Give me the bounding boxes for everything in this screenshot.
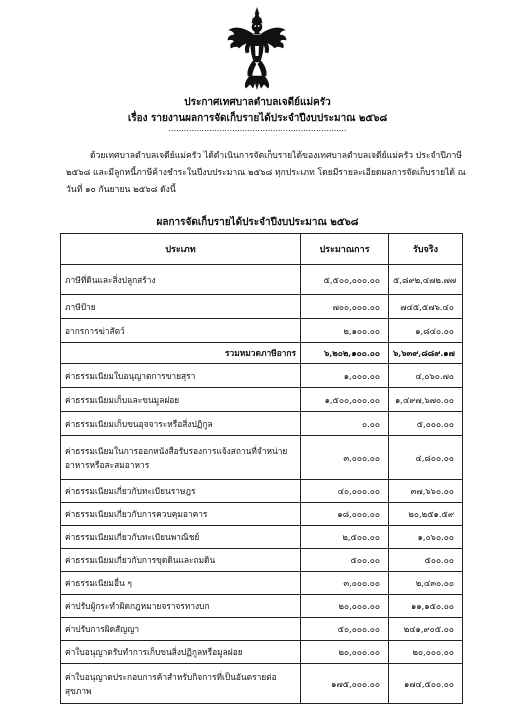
table-row [61,319,463,343]
table-row [61,618,463,641]
cell-category: ค่าธรรมเนียมเกี่ยวกับทะเบียนราษฎร [61,480,301,503]
cell-category: ค่าปรับผู้กระทำผิดกฎหมายจราจรทางบก [61,595,301,618]
cell-estimate: ๓,๐๐๐.๐๐ [301,572,389,595]
cell-actual: ๑,๔๙๗,๖๗๐.๐๐ [389,388,463,412]
cell-actual: ๒๐,๒๕๑.๕๙ [389,503,463,526]
table-caption: ผลการจัดเก็บรายได้ประจำปีงบประมาณ ๒๕๖๘ [156,217,359,228]
table-row [61,480,463,503]
table-row [61,388,463,412]
cell-actual: ๕,๐๐๐.๐๐ [389,412,463,436]
cell-actual: ๑๗๔,๕๐๐.๐๐ [389,664,463,704]
cell-estimate: ๓,๐๐๐.๐๐ [301,436,389,480]
cell-category: ค่าธรรมเนียมใบอนุญาตการขายสุรา [61,364,301,388]
cell-category: ค่าใบอนุญาตประกอบการค้าสำหรับกิจการที่เป็นอันตรายต่อสุขภาพ [61,664,301,704]
table-row [61,641,463,664]
cell-actual: ๔,๐๖๐.๗๐ [389,364,463,388]
table-row [61,436,463,480]
table-total-row [61,343,463,364]
cell-estimate: ๑,๐๐๐.๐๐ [301,364,389,388]
cell-estimate: ๕,๕๐๐,๐๐๐.๐๐ [301,265,389,295]
cell-actual: ๑,๐๖๐.๐๐ [389,526,463,549]
cell-category: ค่าธรรมเนียมเกี่ยวกับการควบคุมอาคาร [61,503,301,526]
cell-actual: ๕,๘๙๒,๔๗๒.๗๗ [389,265,463,295]
cell-category: ค่าธรรมเนียมเกี่ยวกับการขุดดินและถมดิน [61,549,301,572]
cell-actual: ๑๑,๑๕๐.๐๐ [389,595,463,618]
table-row [61,412,463,436]
cell-estimate: ๔๐,๐๐๐.๐๐ [301,480,389,503]
cell-category: ค่าธรรมเนียมในการออกหนังสือรับรองการแจ้งสถานที่จำหน่ายอาหารหรือสะสมอาหาร [61,436,301,480]
cell-category: ค่าธรรมเนียมเกี่ยวกับทะเบียนพาณิชย์ [61,526,301,549]
cell-actual: ๒๔๑,๙๐๕.๐๐ [389,618,463,641]
cell-category: ค่าธรรมเนียมเก็บและขนมูลฝอย [61,388,301,412]
cell-estimate: ๑,๕๐๐,๐๐๐.๐๐ [301,388,389,412]
cell-estimate: ๖,๒๐๒,๑๐๐.๐๐ [301,343,389,364]
cell-actual: ๒,๔๓๐.๐๐ [389,572,463,595]
table-row [61,572,463,595]
header-estimate: ประมาณการ [301,234,389,265]
cell-category: ค่าปรับการผิดสัญญา [61,618,301,641]
table-row [61,503,463,526]
cell-actual: ๔,๘๐๐.๐๐ [389,436,463,480]
table-row [61,549,463,572]
body-paragraph: ด้วยเทศบาลตำบลเจดีย์แม่ครัว ได้ดำเนินการจัดเก็บรายได้ของเทศบาลตำบลเจดีย์แม่ครัว ประจำปีภาษี ๒๕๖๘ และมีลูกหนี้ภาษีค้างชำระในปีงบประมาณ ๒๕๖๘ ทุกประเภท โดยมีรายละเอียดผลการจัดเก็บรายได้ ณ วันที่ ๑๐ กันยายน ๒๕๖๘ ดังนี้ [66,151,466,195]
cell-category: ภาษีที่ดินและสิ่งปลูกสร้าง [61,265,301,295]
cell-actual: ๒๐,๐๐๐.๐๐ [389,641,463,664]
table-header-row [61,234,463,265]
cell-estimate: ๒๐,๐๐๐.๐๐ [301,641,389,664]
table-row [61,595,463,618]
revenue-table [60,233,463,704]
cell-estimate: ๑๗๕,๐๐๐.๐๐ [301,664,389,704]
header-category: ประเภท [61,234,301,265]
cell-estimate: ๒๐,๐๐๐.๐๐ [301,595,389,618]
dotted-divider: ...................................................................... [168,124,347,133]
cell-actual: ๕๐๐.๐๐ [389,549,463,572]
cell-actual: ๗๔๕,๕๗๖.๔๐ [389,295,463,319]
table-row [61,295,463,319]
cell-category: ค่าใบอนุญาตรับทำการเก็บขนสิ่งปฏิกูลหรือมูลฝอย [61,641,301,664]
cell-actual: ๑,๘๔๐.๐๐ [389,319,463,343]
cell-estimate: ๕๐๐.๐๐ [301,549,389,572]
cell-estimate: ๗๐๐,๐๐๐.๐๐ [301,295,389,319]
announcement-title: ประกาศเทศบาลตำบลเจดีย์แม่ครัว [184,97,331,108]
announcement-subject: เรื่อง รายงานผลการจัดเก็บรายได้ประจำปีงบประมาณ ๒๕๖๘ [127,113,388,124]
cell-category: ค่าธรรมเนียมอื่น ๆ [61,572,301,595]
table-row [61,526,463,549]
table-row [61,265,463,295]
cell-estimate: ๒,๕๐๐.๐๐ [301,526,389,549]
table-row [61,664,463,704]
cell-estimate: ๕๐,๐๐๐.๐๐ [301,618,389,641]
table-row [61,364,463,388]
cell-estimate: ๐.๐๐ [301,412,389,436]
cell-category: ค่าธรรมเนียมเก็บขนอุจจาระหรือสิ่งปฏิกูล [61,412,301,436]
cell-estimate: ๒,๑๐๐.๐๐ [301,319,389,343]
garuda-emblem-icon [226,6,288,90]
cell-category: ภาษีป้าย [61,295,301,319]
header-actual: รับจริง [389,234,463,265]
cell-category: รวมหมวดภาษีอากร [61,343,301,364]
cell-actual: ๓๗,๖๖๐.๐๐ [389,480,463,503]
cell-category: อากรการฆ่าสัตว์ [61,319,301,343]
cell-estimate: ๑๘,๐๐๐.๐๐ [301,503,389,526]
cell-actual: ๖,๖๓๙,๘๘๙.๑๗ [389,343,463,364]
